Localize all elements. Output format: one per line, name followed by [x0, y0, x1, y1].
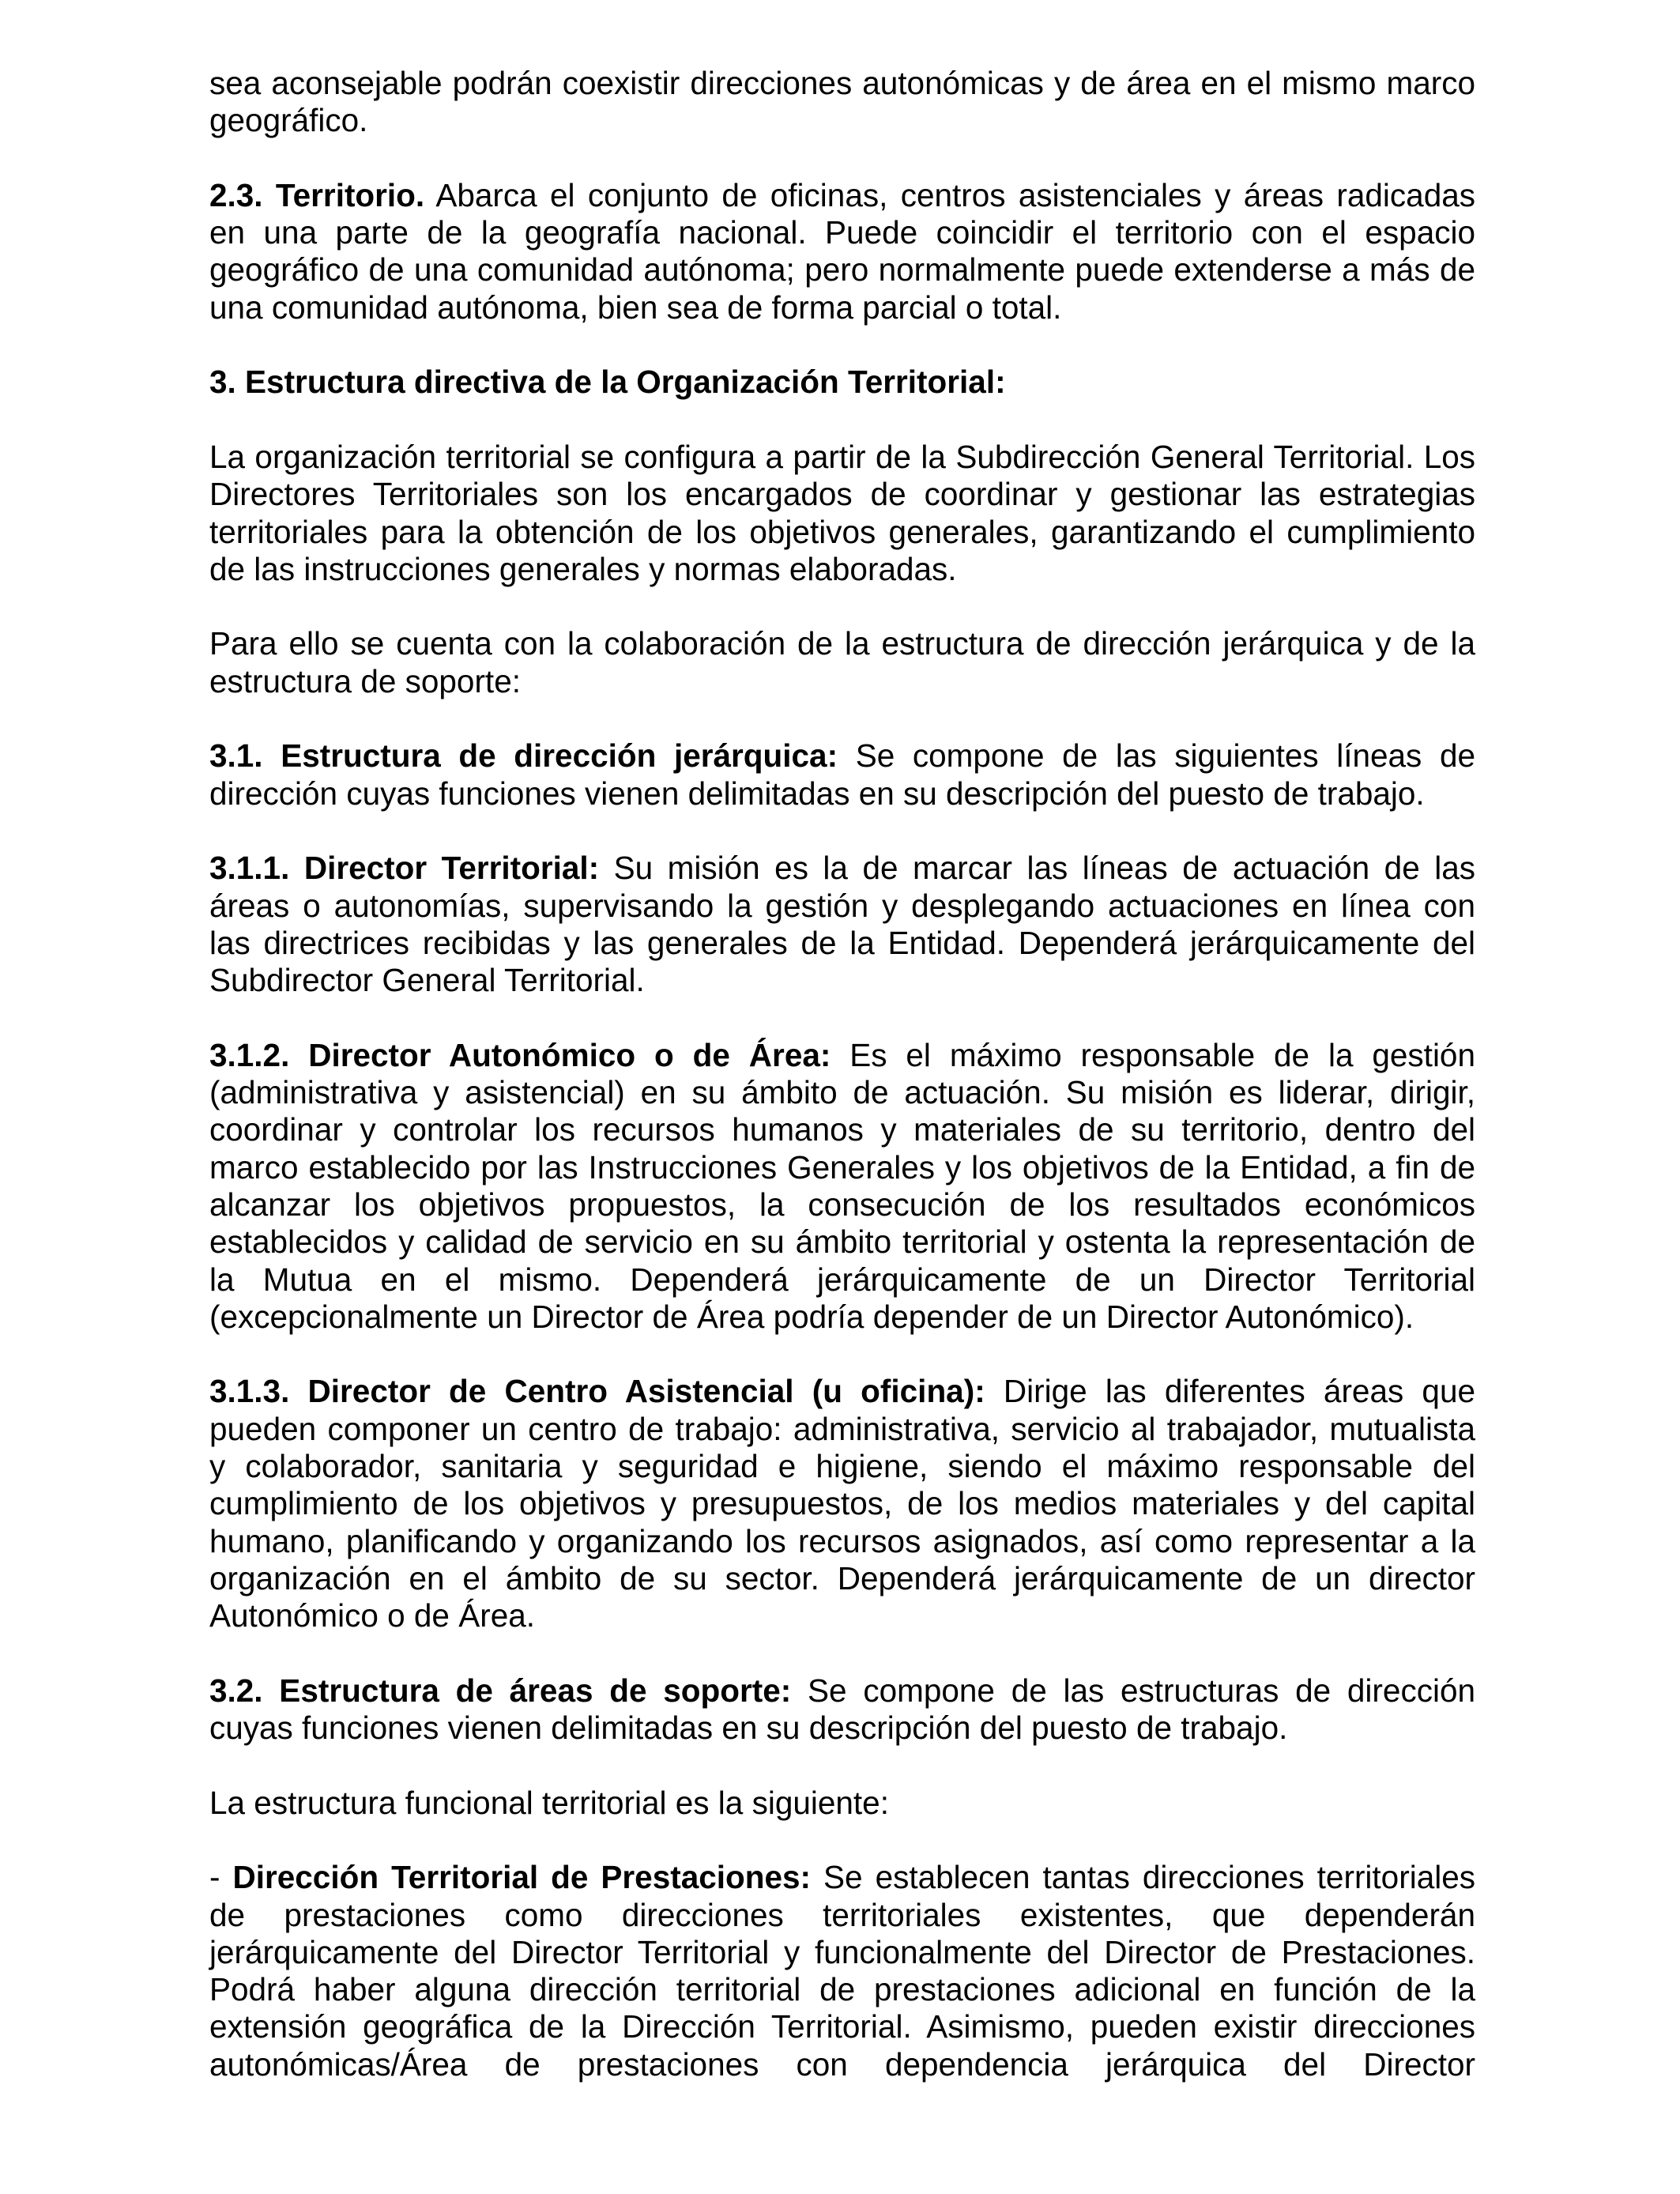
paragraph-text: Se compone de las estructuras de dirección cuyas funciones vienen delimitadas en su descripción del puesto de trabajo.: [209, 1672, 1475, 1747]
paragraph-text: sea aconsejable podrán coexistir direcciones autonómicas y de área en el mismo marco geográfico.: [209, 65, 1475, 139]
paragraph-text: Su misión es la de marcar las líneas de actuación de las áreas o autonomías, supervisando la gestión y desplegando actuaciones en línea con las directrices recibidas y las generales de la Entidad. Dependerá jerárquicamente del Subdirector General Territorial.: [209, 850, 1475, 999]
paragraph-text: Se compone de las siguientes líneas de dirección cuyas funciones vienen delimitadas en su descripción del puesto de trabajo.: [209, 737, 1475, 812]
paragraph-lead: Dirección Territorial de Prestaciones:: [232, 1859, 812, 1896]
paragraph-text: Abarca el conjunto de oficinas, centros asistenciales y áreas radicadas en una parte de la geografía nacional. Puede coincidir el territorio con el espacio geográfico de una comunidad autónoma; pero normalmente puede extenderse a más de una comunidad autónoma, bien sea de forma parcial o total.: [209, 176, 1475, 326]
paragraph-text: La estructura funcional territorial es la siguiente:: [209, 1784, 889, 1821]
paragraph-lead: 3.1.1. Director Territorial:: [209, 850, 600, 887]
paragraph-text: Dirige las diferentes áreas que pueden componer un centro de trabajo: administrativa, servicio al trabajador, mutualista y colaborador, sanitaria y seguridad e higiene, siendo el máximo responsable del cumplimiento de los objetivos y presupuestos, de los medios materiales y del capital humano, planificando y organizando los recursos asignados, así como representar a la organización en el ámbito de su sector. Dependerá jerárquicamente de un director Autonómico o de Área.: [209, 1373, 1475, 1634]
document-page: [209, 65, 1475, 2120]
paragraph-text: Se establecen tantas direcciones territoriales de prestaciones como direcciones territoriales existentes, que dependerán jerárquicamente del Director Territorial y funcionalmente del Director de Prestaciones. Podrá haber alguna dirección territorial de prestaciones adicional en función de la extensión geográfica de la Dirección Territorial. Asimismo, pueden existir direcciones autonómicas/Área de prestaciones con dependencia jerárquica del Director: [209, 1859, 1475, 2083]
paragraph-lead: 3.2. Estructura de áreas de soporte:: [209, 1672, 792, 1709]
paragraph-territorio: [209, 177, 1475, 326]
paragraph-organizacion-territorial: [209, 439, 1475, 588]
paragraph-3-1-1: [209, 850, 1475, 999]
paragraph-lead: 3.1. Estructura de dirección jerárquica:: [209, 737, 838, 775]
list-bullet: -: [209, 1859, 233, 1896]
paragraph-3-2: [209, 1672, 1475, 1747]
section-heading-3: 3. Estructura directiva de la Organización Territorial:: [209, 364, 1006, 401]
paragraph-colaboracion: [209, 625, 1475, 700]
paragraph-3-1-2: [209, 1037, 1475, 1336]
paragraph-lead: 2.3. Territorio.: [209, 176, 425, 213]
paragraph-coexistence: [209, 65, 1475, 140]
paragraph-text: Para ello se cuenta con la colaboración de la estructura de dirección jerárquica y de la estructura de soporte:: [209, 625, 1475, 699]
paragraph-text: Es el máximo responsable de la gestión (administrativa y asistencial) en su ámbito de actuación. Su misión es liderar, dirigir, coordinar y controlar los recursos humanos y materiales de su territorio, dentro del marco establecido por las Instrucciones Generales y los objetivos de la Entidad, a fin de alcanzar los objetivos propuestos, la consecución de los resultados económicos establecidos y calidad de servicio en su ámbito territorial y ostenta la representación de la Mutua en el mismo. Dependerá jerárquicamente de un Director Territorial (excepcionalmente un Director de Área podría depender de un Director Autonómico).: [209, 1036, 1475, 1335]
paragraph-lead: 3.1.2. Director Autonómico o de Área:: [209, 1036, 831, 1073]
paragraph-3-1-3: [209, 1373, 1475, 1634]
paragraph-estructura-funcional: [209, 1785, 1475, 1822]
paragraph-lead: 3.1.3. Director de Centro Asistencial (u oficina):: [209, 1373, 985, 1410]
paragraph-text: La organización territorial se configura a partir de la Subdirección General Territorial. Los Directores Territoriales son los encargados de coordinar y gestionar las estrategias territoriales para la obtención de los objetivos generales, garantizando el cumplimiento de las instrucciones generales y normas elaboradas.: [209, 438, 1475, 587]
paragraph-direccion-prestaciones: [209, 1859, 1475, 2083]
paragraph-3-1: [209, 737, 1475, 812]
